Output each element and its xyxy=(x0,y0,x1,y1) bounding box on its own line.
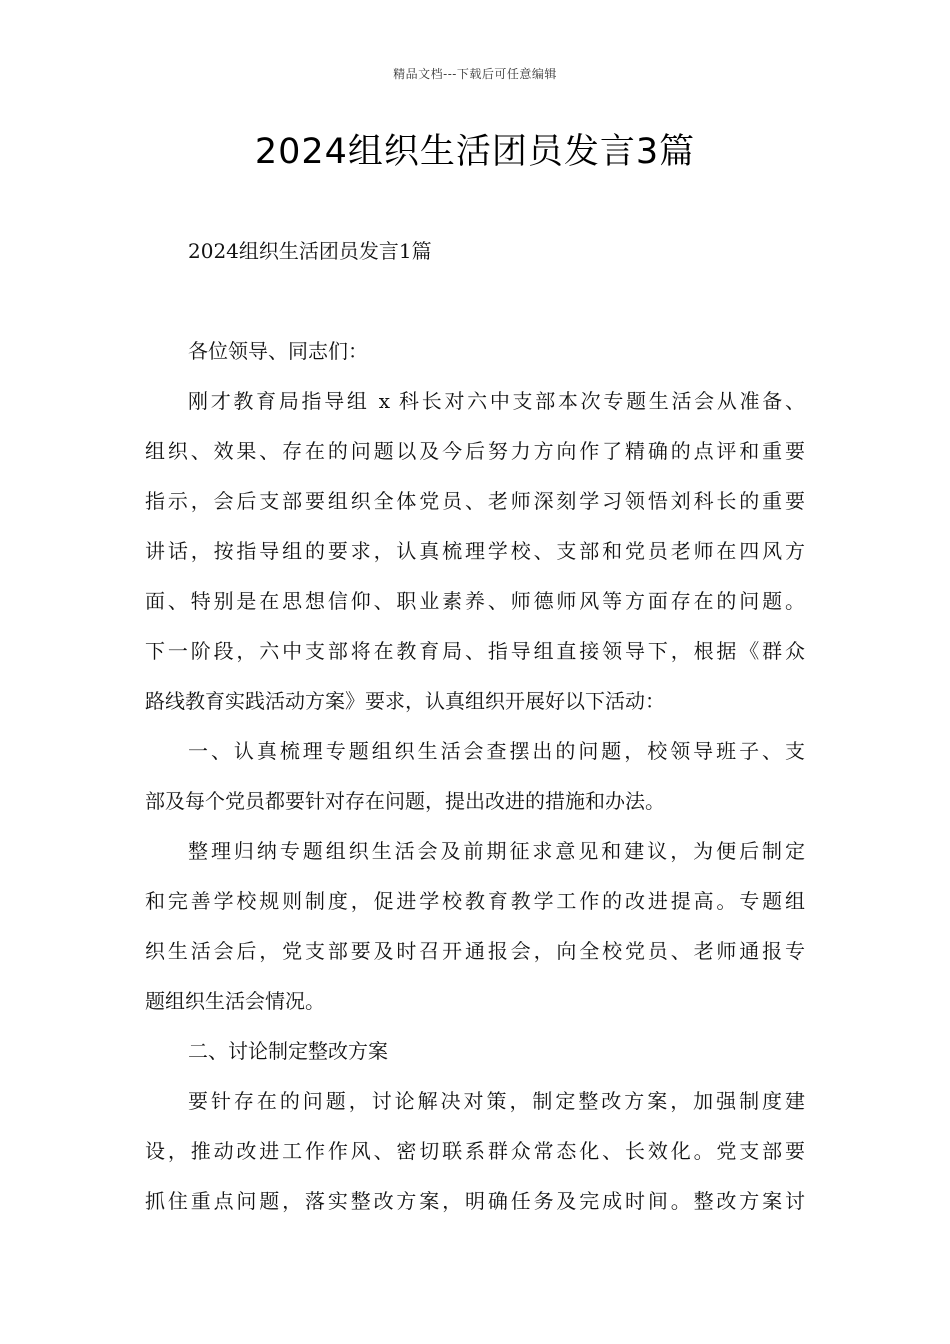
paragraph-line: 指示，会后支部要组织全体党员、老师深刻学习领悟刘科长的重要 xyxy=(145,489,805,513)
paragraph-line: 路线教育实践活动方案》要求，认真组织开展好以下活动： xyxy=(145,689,665,713)
paragraph-line: 设，推动改进工作作风、密切联系群众常态化、长效化。党支部要 xyxy=(145,1139,805,1163)
paragraph-line: 要针存在的问题，讨论解决对策，制定整改方案，加强制度建 xyxy=(188,1089,805,1113)
paragraph-rectification xyxy=(145,1076,805,1226)
paragraph-line: 二、讨论制定整改方案 xyxy=(188,1039,388,1063)
document-title: 2024组织生活团员发言3篇 xyxy=(254,132,696,172)
paragraph-greeting xyxy=(145,326,805,376)
paragraph-line: 抓住重点问题，落实整改方案，明确任务及完成时间。整改方案讨 xyxy=(145,1189,805,1213)
paragraph-line: 面、特别是在思想信仰、职业素养、师德师风等方面存在的问题。 xyxy=(145,589,805,613)
paragraph-line: 部及每个党员都要针对存在问题，提出改进的措施和办法。 xyxy=(145,789,665,813)
paragraph-intro xyxy=(145,376,805,726)
paragraph-line: 刚才教育局指导组 x 科长对六中支部本次专题生活会从准备、 xyxy=(188,389,805,413)
paragraph-item-one xyxy=(145,726,805,826)
header-note: 精品文档---下载后可任意编辑 xyxy=(393,67,557,81)
paragraph-summary xyxy=(145,826,805,1026)
paragraph-line: 讲话，按指导组的要求，认真梳理学校、支部和党员老师在四风方 xyxy=(145,539,805,563)
paragraph-line: 织生活会后，党支部要及时召开通报会，向全校党员、老师通报专 xyxy=(145,939,805,963)
paragraph-line: 下一阶段，六中支部将在教育局、指导组直接领导下，根据《群众 xyxy=(145,639,805,663)
paragraph-line: 各位领导、同志们： xyxy=(188,339,368,363)
paragraph-item-two-heading xyxy=(145,1026,805,1076)
document-subtitle: 2024组织生活团员发言1篇 xyxy=(188,239,432,263)
paragraph-line: 题组织生活会情况。 xyxy=(145,989,325,1013)
paragraph-line: 组织、效果、存在的问题以及今后努力方向作了精确的点评和重要 xyxy=(145,439,805,463)
paragraph-line: 整理归纳专题组织生活会及前期征求意见和建议，为便后制定 xyxy=(188,839,805,863)
paragraph-line: 和完善学校规则制度，促进学校教育教学工作的改进提高。专题组 xyxy=(145,889,805,913)
paragraph-line: 一、认真梳理专题组织生活会查摆出的问题，校领导班子、支 xyxy=(188,739,805,763)
